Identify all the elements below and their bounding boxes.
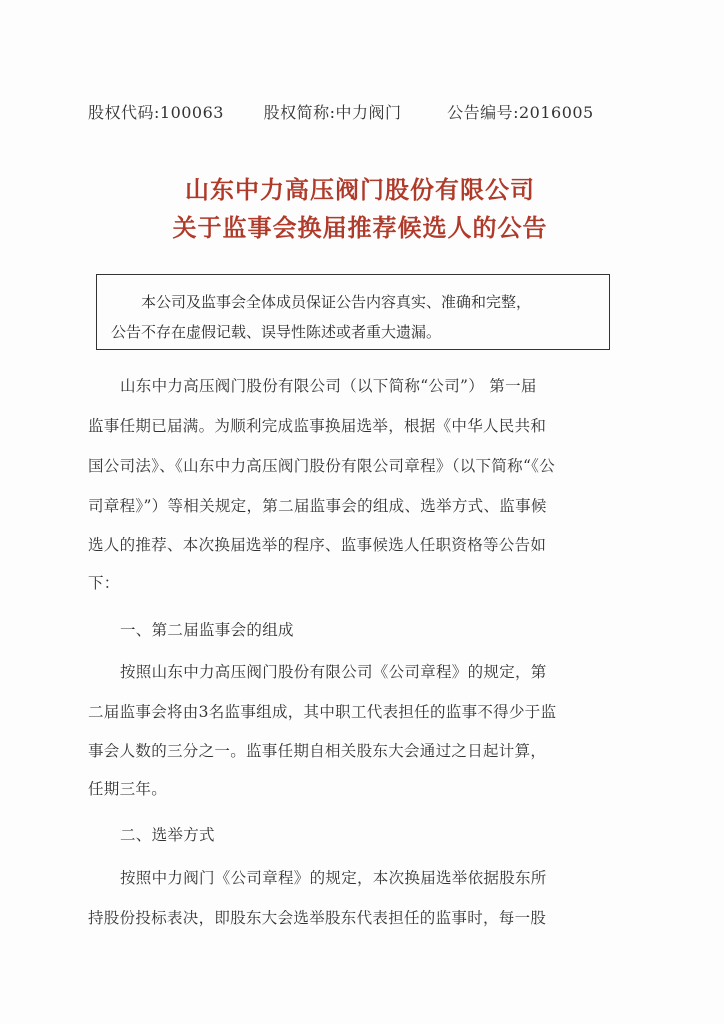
title-line-1: 山东中力高压阀门股份有限公司 bbox=[185, 175, 535, 204]
paragraph-1-line: 选人的推荐、本次换届选举的程序、监事候选人任职资格等公告如 bbox=[88, 536, 547, 554]
paragraph-1-line: 司章程》”）等相关规定，第二届监事会的组成、选举方式、监事候 bbox=[88, 497, 547, 515]
section-heading-2: 二、选举方式 bbox=[120, 826, 215, 844]
paragraph-1-line: 监事任期已届满。为顺利完成监事换届选举，根据《中华人民共和 bbox=[88, 417, 547, 435]
title-line-2: 关于监事会换届推荐候选人的公告 bbox=[172, 213, 548, 242]
paragraph-2-line: 事会人数的三分之一。监事任期自相关股东大会通过之日起计算， bbox=[88, 742, 547, 760]
paragraph-1-line: 山东中力高压阀门股份有限公司（以下简称“公司”） 第一届 bbox=[120, 377, 537, 395]
paragraph-2-line: 按照山东中力高压阀门股份有限公司《公司章程》的规定，第 bbox=[120, 663, 547, 681]
section-heading-1: 一、第二届监事会的组成 bbox=[120, 621, 294, 639]
paragraph-2-line: 二届监事会将由3名监事组成，其中职工代表担任的监事不得少于监 bbox=[88, 703, 557, 721]
stock-name: 股权简称:中力阀门 bbox=[263, 103, 402, 122]
document-header bbox=[88, 100, 648, 123]
paragraph-1-line: 国公司法》、《山东中力高压阀门股份有限公司章程》（以下简称“《公 bbox=[88, 457, 556, 475]
paragraph-1-line: 下： bbox=[88, 574, 120, 592]
paragraph-2-line: 任期三年。 bbox=[88, 780, 168, 798]
disclaimer-box bbox=[96, 274, 610, 350]
announcement-number: 公告编号:2016005 bbox=[447, 103, 594, 122]
paragraph-3-line: 按照中力阀门《公司章程》的规定，本次换届选举依据股东所 bbox=[120, 869, 547, 887]
disclaimer-line-2: 公告不存在虚假记载、误导性陈述或者重大遗漏。 bbox=[111, 323, 442, 341]
disclaimer-line-1: 本公司及监事会全体成员保证公告内容真实、准确和完整， bbox=[141, 293, 532, 311]
stock-code: 股权代码:100063 bbox=[88, 103, 224, 122]
paragraph-3-line: 持股份投标表决，即股东大会选举股东代表担任的监事时，每一股 bbox=[88, 909, 547, 927]
